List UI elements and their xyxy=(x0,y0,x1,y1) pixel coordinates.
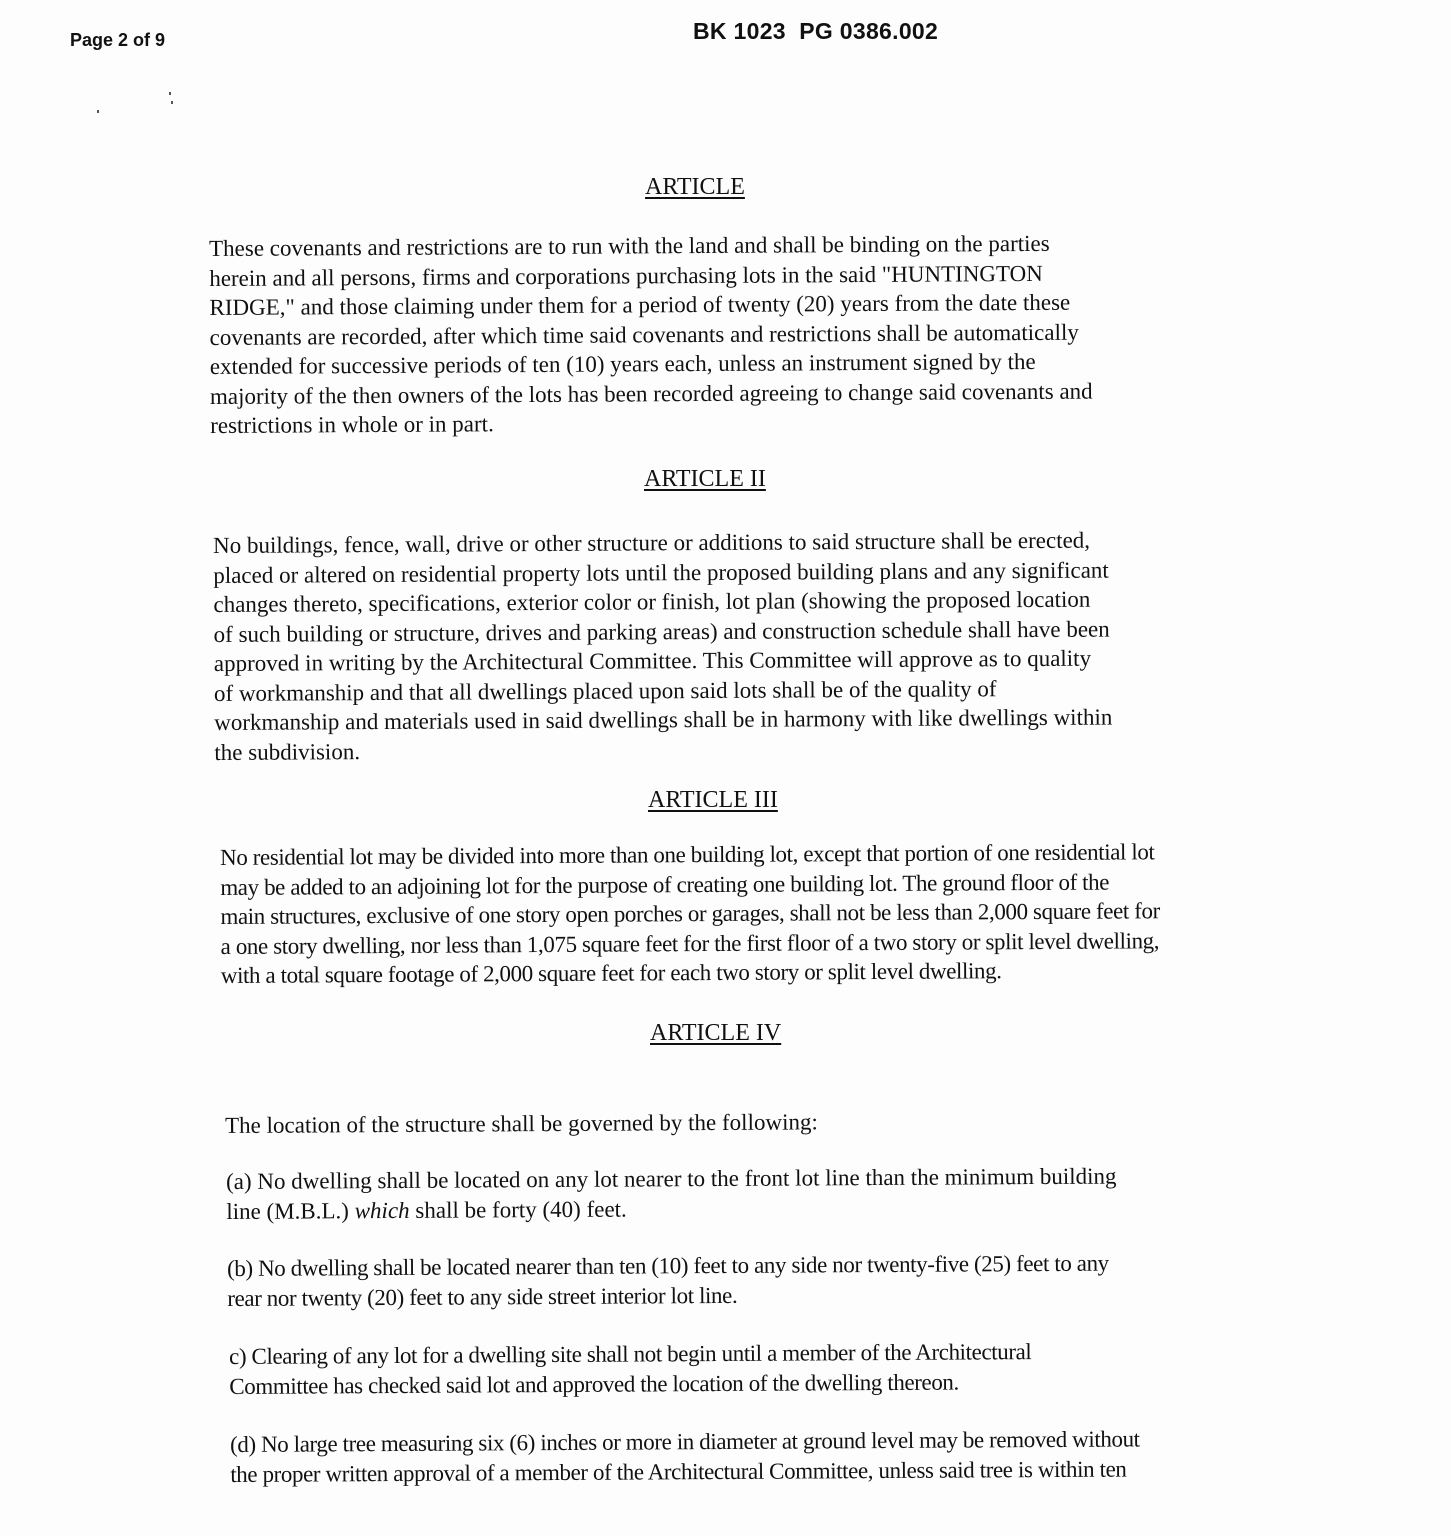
item-b-line: (b) No dwelling shall be located nearer than ten (10) feet to any side nor twenty-five (25) feet to any xyxy=(227,1250,1109,1281)
item-a-line2-post: shall be forty (40) feet. xyxy=(409,1196,627,1223)
item-a-line2-pre: line (M.B.L.) xyxy=(226,1197,355,1224)
article-3-line: main structures, exclusive of one story open porches or garages, shall not be less than 2,000 square feet for xyxy=(220,898,1160,929)
article-2-line: changes thereto, specifications, exterior color or finish, lot plan (showing the proposed location xyxy=(213,586,1091,617)
article-4-intro xyxy=(225,1107,818,1140)
scan-speck xyxy=(171,101,173,104)
article-3-body xyxy=(220,837,1160,990)
article-2-line: workmanship and materials used in said dwellings shall be in harmony with like dwellings within xyxy=(214,704,1113,735)
article-3-line: may be added to an adjoining lot for the purpose of creating one building lot. The ground floor of the xyxy=(220,869,1110,900)
article-4-item-c xyxy=(229,1337,1032,1401)
article-1-body xyxy=(209,229,1093,441)
article-2-heading: ARTICLE II xyxy=(644,466,766,492)
article-3-line: No residential lot may be divided into more than one building lot, except that portion of one residential lot xyxy=(220,839,1155,870)
article-1-line: covenants are recorded, after which time said covenants and restrictions shall be automatically xyxy=(209,319,1079,350)
scan-speck xyxy=(97,110,99,113)
item-c-line: c) Clearing of any lot for a dwelling site shall not begin until a member of the Architectural xyxy=(229,1339,1032,1369)
article-2-line: of such building or structure, drives and parking areas) and construction schedule shall have been xyxy=(213,616,1110,647)
article-3-line: a one story dwelling, nor less than 1,075 square feet for the first floor of a two story or split level dwelling, xyxy=(220,927,1160,959)
article-2-line: approved in writing by the Architectural Committee. This Committee will approve as to quality xyxy=(213,645,1092,676)
item-d-line: (d) No large tree measuring six (6) inches or more in diameter at ground level may be removed without xyxy=(230,1426,1140,1457)
article-4-item-d xyxy=(230,1424,1140,1489)
article-2-line: of workmanship and that all dwellings placed upon said lots shall be of the quality of xyxy=(213,675,997,706)
item-a-line: (a) No dwelling shall be located on any lot nearer to the front lot line than the minimum building xyxy=(226,1163,1117,1194)
book-page-reference: BK 1023 PG 0386.002 xyxy=(693,18,939,44)
article-2-body xyxy=(213,526,1113,767)
article-1-line: majority of the then owners of the lots has been recorded agreeing to change said covenants and xyxy=(209,378,1093,409)
article-3-line: with a total square footage of 2,000 square feet for each two story or split level dwelling. xyxy=(220,958,1002,988)
item-d-line: the proper written approval of a member of the Architectural Committee, unless said tree is within ten xyxy=(230,1456,1127,1487)
article-1-line: RIDGE," and those claiming under them for a period of twenty (20) years from the date these xyxy=(209,289,1071,320)
article-1-line: herein and all persons, firms and corporations purchasing lots in the said "HUNTINGTON xyxy=(209,260,1043,291)
article-2-line: No buildings, fence, wall, drive or other structure or additions to said structure shall be erected, xyxy=(213,527,1091,558)
scan-speck xyxy=(169,92,171,95)
item-c-line: Committee has checked said lot and approved the location of the dwelling thereon. xyxy=(229,1369,959,1399)
article-1-line: These covenants and restrictions are to run with the land and shall be binding on the parties xyxy=(209,230,1050,261)
item-a-line2-italic: which xyxy=(354,1197,410,1223)
item-b-line: rear nor twenty (20) feet to any side street interior lot line. xyxy=(227,1282,738,1311)
article-1-line: extended for successive periods of ten (10) years each, unless an instrument signed by the xyxy=(209,348,1036,379)
article-3-heading: ARTICLE III xyxy=(648,787,778,813)
article-4-intro-line: The location of the structure shall be governed by the following: xyxy=(225,1109,818,1138)
article-4-heading: ARTICLE IV xyxy=(650,1020,782,1046)
item-a-line xyxy=(226,1191,1117,1226)
page-number: Page 2 of 9 xyxy=(70,30,166,50)
article-1-heading: ARTICLE xyxy=(645,174,745,200)
article-1-line: restrictions in whole or in part. xyxy=(210,411,494,438)
article-2-line: placed or altered on residential property lots until the proposed building plans and any significant xyxy=(213,557,1109,588)
article-4-item-b xyxy=(227,1249,1109,1313)
article-2-line: the subdivision. xyxy=(214,738,361,765)
article-4-item-a xyxy=(226,1162,1117,1226)
